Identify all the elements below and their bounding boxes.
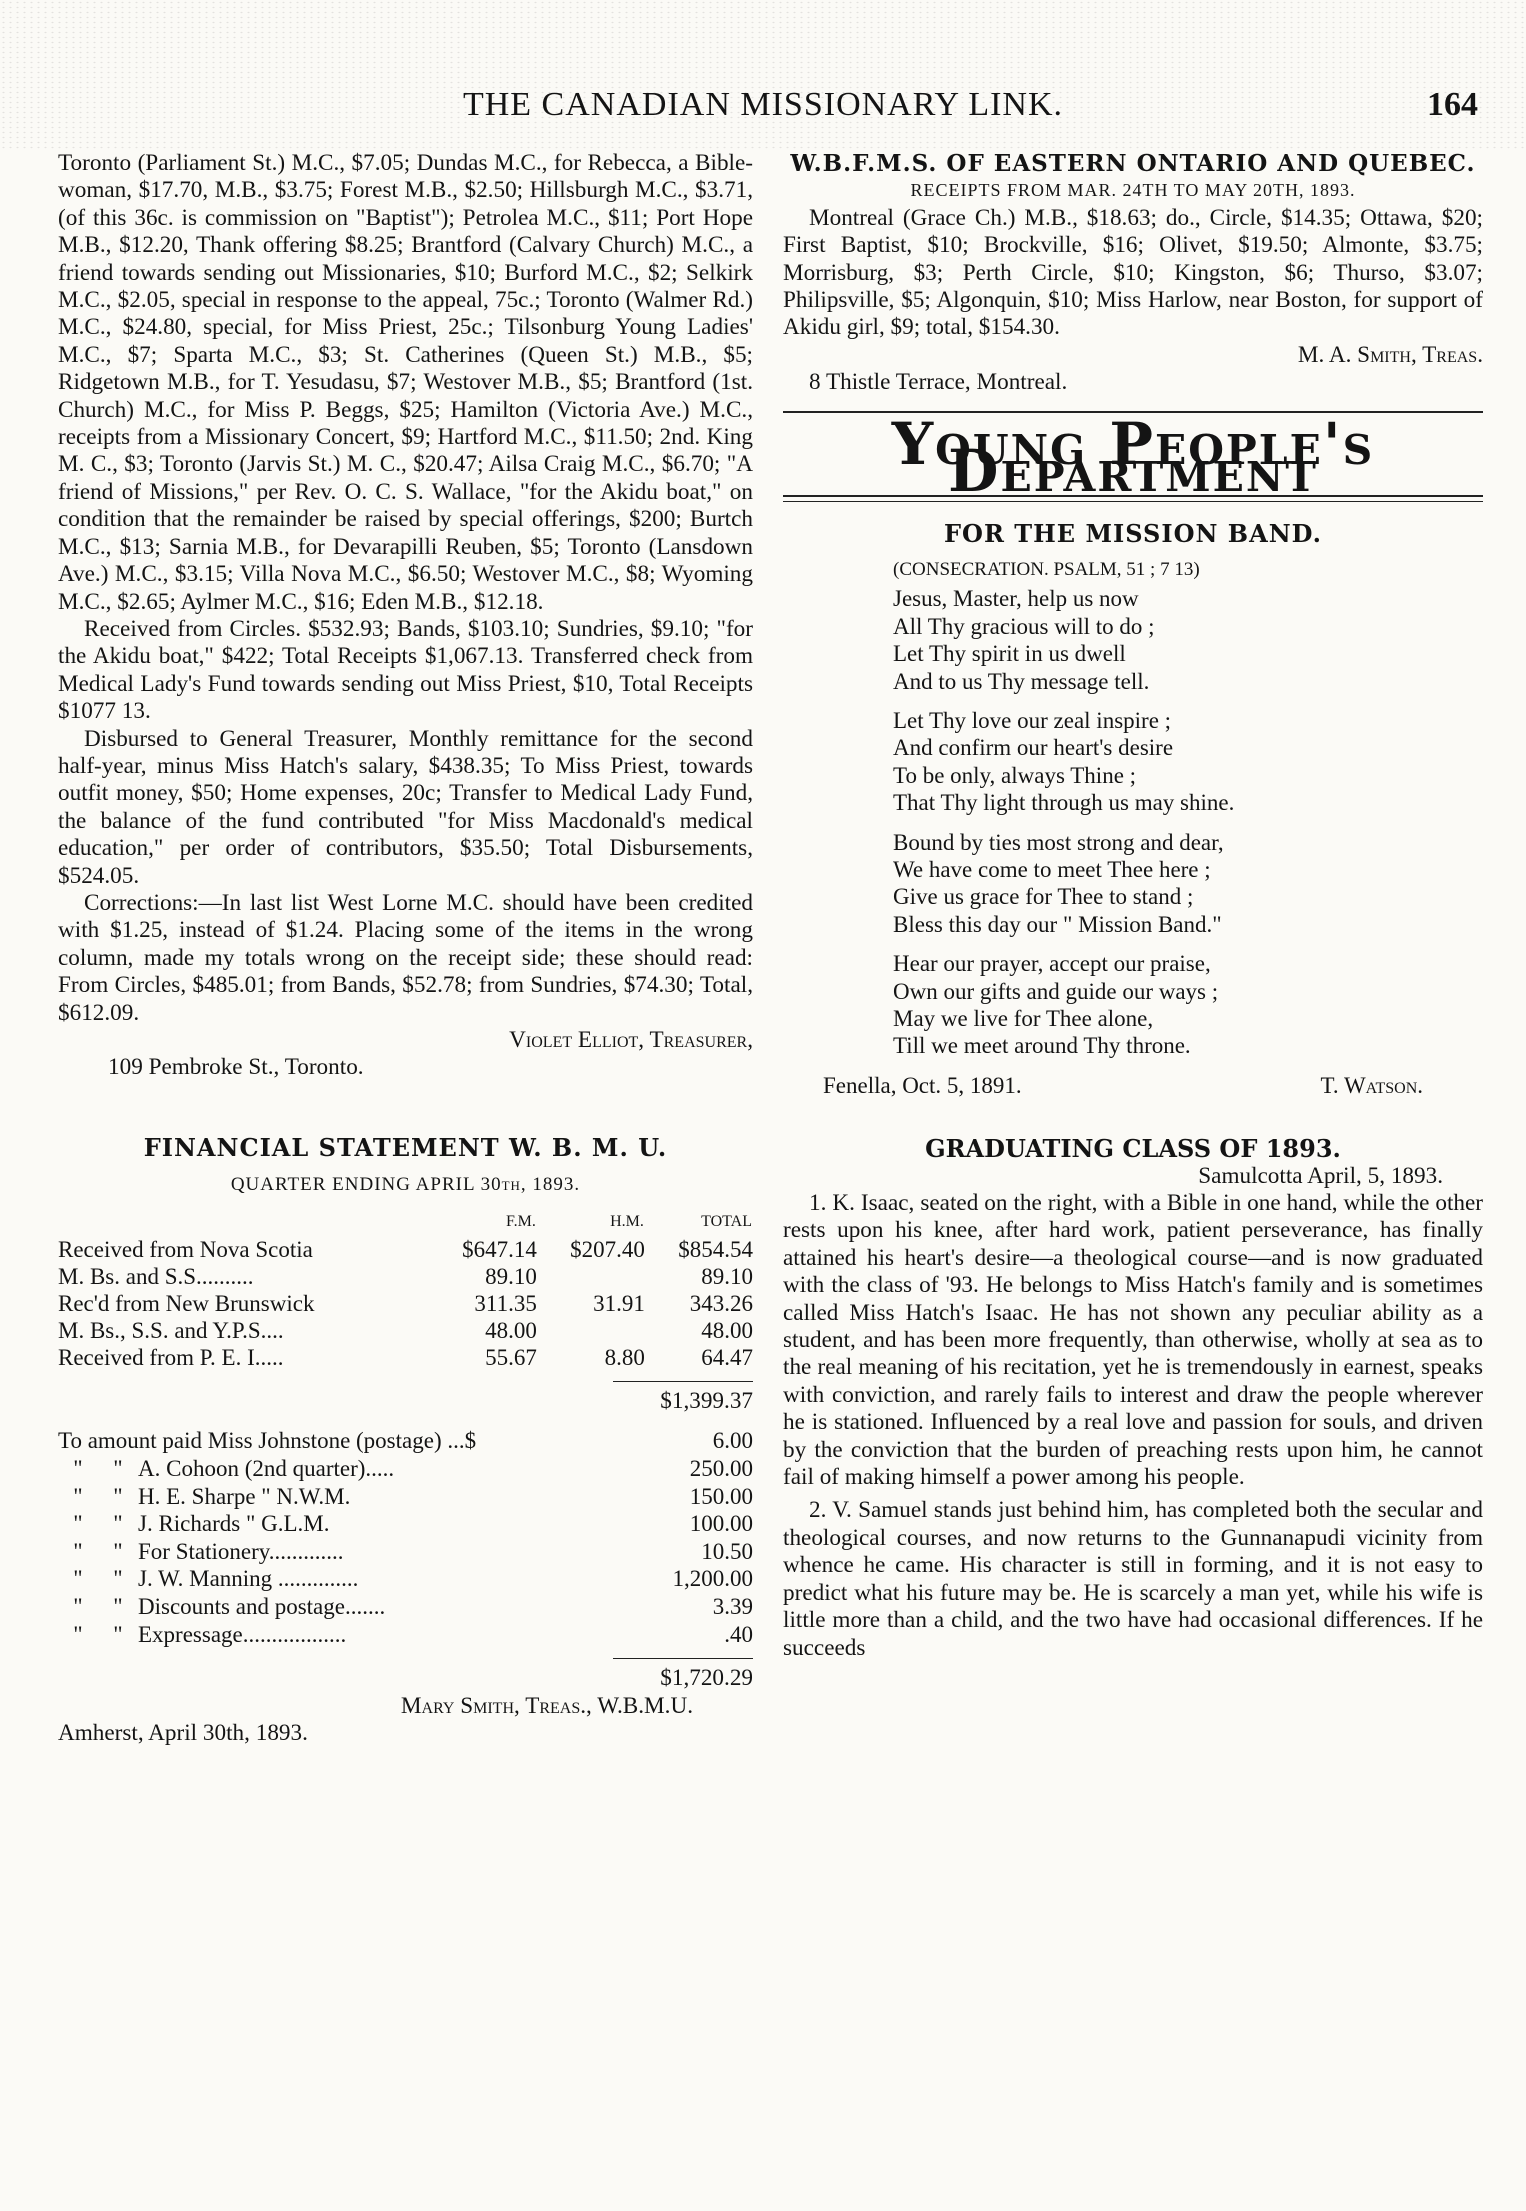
receipt-row (58, 1290, 753, 1317)
payment-d2: " (113, 1594, 123, 1619)
receipt-hm: 8.80 (604, 1345, 645, 1371)
payment-amount: .40 (724, 1621, 753, 1647)
receipt-fm: $647.14 (462, 1237, 537, 1263)
poem-line: May we live for Thee alone, (893, 1005, 1154, 1031)
payment-row (58, 1538, 753, 1566)
poem-line: All Thy gracious will to do ; (893, 613, 1155, 639)
graduating-class-title: GRADUATING CLASS OF 1893. (925, 1134, 1341, 1164)
payment-row (58, 1455, 753, 1483)
payment-label: A. Cohoon (2nd quarter)..... (138, 1456, 395, 1482)
payment-d2: " (113, 1483, 123, 1509)
eastern-ontario-signature: M. A. Smith, Treas. (1297, 341, 1483, 368)
poem-line: And to us Thy message tell. (893, 668, 1150, 694)
receipt-fm: 55.67 (485, 1345, 537, 1371)
left-column (58, 150, 753, 1747)
payment-amount: 1,200.00 (672, 1566, 753, 1592)
young-peoples-department-heading: Young People's Department (891, 409, 1375, 506)
poem-line: Own our gifts and guide our ways ; (893, 978, 1219, 1004)
payment-d1: " (73, 1511, 83, 1537)
payment-d1: " (73, 1566, 83, 1592)
receipt-hm (537, 1263, 645, 1290)
payment-label: J. W. Manning .............. (138, 1566, 359, 1592)
poem-line: We have come to meet Thee here ; (893, 856, 1211, 882)
poem-line: To be only, always Thine ; (893, 762, 1137, 788)
poem-author: T. Watson. (1320, 1072, 1423, 1098)
payment-row (58, 1593, 753, 1621)
poem-line: And confirm our heart's desire (893, 735, 1174, 761)
poem-stanza (893, 829, 1483, 939)
poem-line: Hear our prayer, accept our praise, (893, 951, 1211, 977)
poem-line: Bless this day our " Mission Band." (893, 911, 1222, 937)
wbmu-place-date: Amherst, April 30th, 1893. (58, 1720, 308, 1746)
receipt-row (58, 1236, 753, 1263)
graduating-class-date: Samulcotta April, 5, 1893. (1198, 1162, 1443, 1189)
payments-total: $1,720.29 (613, 1658, 753, 1692)
financial-statement-subtitle: QUARTER ENDING APRIL 30th, 1893. (230, 1174, 581, 1196)
poem-line: Let Thy love our zeal inspire ; (893, 707, 1172, 733)
poem-stanza (893, 585, 1483, 695)
col-fm: F.M. (505, 1212, 536, 1230)
disbursements: Disbursed to General Treasurer, Monthly remittance for the second half-year, minus Miss Hatch's salary, $438.35; To Miss Priest, towards outfit money, $50; Home expenses, 20c; Transfer to Medical Lady Fund, the balance of the fund contributed "for Miss Macdonald's medical education," per order of contributors, $35.50; Total Disbursements, $524.05. (58, 725, 753, 889)
payment-row (58, 1510, 753, 1538)
payment-d2: " (113, 1621, 123, 1647)
receipt-total: 48.00 (701, 1318, 753, 1344)
receipt-hm: $207.40 (570, 1237, 645, 1263)
col-total: TOTAL (701, 1212, 752, 1230)
receipt-total: 89.10 (701, 1264, 753, 1290)
receipts-table (58, 1207, 753, 1371)
treasurer-signature: Violet Elliot, Treasurer, (509, 1027, 753, 1053)
eastern-ontario-subtitle: RECEIPTS FROM MAR. 24TH TO MAY 20TH, 1893. (910, 180, 1356, 201)
graduating-class-para-1: 1. K. Isaac, seated on the right, with a Bible in one hand, while the other rests upon his knee, after hard work, patient perseverance, has finally attained his heart's desire—a theological course—and is now graduated with the class of '93. He belongs to Miss Hatch's family and is sometimes called Miss Hatch's Isaac. He has not shown any peculiar ability as a student, and has been more frequently, than otherwise, wholly at sea as to the real meaning of his recitation, yet he is tremendously in earnest, speaks with conviction, and rarely fails to interest and draw the people wherever he is stationed. Influenced by a real love and passion for souls, and driven by the conviction that the burden of preaching rests upon him, he cannot fail of making himself a power among his people. (783, 1190, 1483, 1491)
payment-d2: " (113, 1511, 123, 1537)
receipt-hm: 31.91 (593, 1291, 645, 1317)
mission-band-title: FOR THE MISSION BAND. (944, 519, 1322, 549)
poem-footer (783, 1072, 1483, 1099)
poem (783, 556, 1483, 1060)
eastern-ontario-address: 8 Thistle Terrace, Montreal. (809, 369, 1068, 396)
receipt-fm: 89.10 (485, 1264, 537, 1290)
poem-line: Till we meet around Thy throne. (893, 1033, 1191, 1059)
poem-line: Give us grace for Thee to stand ; (893, 884, 1194, 910)
eastern-ontario-title: W.B.F.M.S. OF EASTERN ONTARIO AND QUEBEC. (790, 150, 1476, 177)
receipt-fm: 311.35 (474, 1291, 537, 1317)
financial-statement-title: FINANCIAL STATEMENT W. B. M. U. (143, 1132, 668, 1162)
payment-label: To amount paid Miss Johnstone (postage) ...$ (58, 1428, 477, 1454)
payment-d1: " (73, 1621, 83, 1647)
eastern-ontario-receipts: Montreal (Grace Ch.) M.B., $18.63; do., Circle, $14.35; Ottawa, $20; First Baptist, $10; Brockville, $16; Olivet, $19.50; Almonte, $3.75; Morrisburg, $3; Perth Circle, $10; Kingston, $6; Thurso, $3.07; Philipsville, $5; Algonquin, $10; Miss Harlow, near Boston, for support of Akidu girl, $9; total, $154.30. (783, 204, 1483, 341)
poem-line: That Thy light through us may shine. (893, 790, 1235, 816)
receipt-hm (537, 1317, 645, 1344)
payment-row (58, 1565, 753, 1593)
payment-label: For Stationery............. (138, 1538, 344, 1564)
receipt-total: 64.47 (701, 1345, 753, 1371)
payment-amount: 250.00 (689, 1456, 753, 1482)
receipt-row (58, 1317, 753, 1344)
poem-line: Jesus, Master, help us now (893, 586, 1139, 612)
poem-line: Bound by ties most strong and dear, (893, 829, 1224, 855)
payment-d2: " (113, 1456, 123, 1482)
payment-label: Discounts and postage....... (138, 1594, 386, 1619)
poem-consecration: (CONSECRATION. PSALM, 51 ; 7 13) (893, 558, 1200, 580)
poem-stanza (893, 707, 1483, 817)
corrections: Corrections:—In last list West Lorne M.C. should have been credited with $1.25, instead of $1.24. Placing some of the items in the wrong column, made my totals wrong on the receipt side; these should read: From Circles, $485.01; from Bands, $52.78; from Sundries, $74.30; Total, $612.09. (58, 889, 753, 1026)
receipt-total: 343.26 (689, 1291, 753, 1317)
poem-line: Let Thy spirit in us dwell (893, 641, 1126, 667)
receipt-label: Received from P. E. I..... (58, 1345, 284, 1371)
payment-d2: " (113, 1538, 123, 1564)
masthead: THE CANADIAN MISSIONARY LINK. (462, 86, 1064, 123)
payment-d1: " (73, 1456, 83, 1482)
payment-row (58, 1427, 753, 1455)
payment-amount: 6.00 (712, 1428, 753, 1454)
page-header (30, 80, 1496, 130)
payment-d1: " (73, 1594, 83, 1619)
receipt-fm: 48.00 (485, 1318, 537, 1344)
receipt-list-paragraph: Toronto (Parliament St.) M.C., $7.05; Dundas M.C., for Rebecca, a Bible-woman, $17.70, M.B., $3.75; Forest M.B., $2.50; Hillsburgh M.C., $3.71, (of this 36c. is commission on "Baptist"); Petrolea M.C., $11; Port Hope M.B., $12.20, Thank offering $8.25; Brantford (Calvary Church) M.C., a friend towards sending out Missionaries, $10; Burford M.C., $2; Selkirk M.C., $2.05, special in response to the appeal, 75c.; Toronto (Walmer Rd.) M.C., $24.80, special, for Miss Priest, 25c.; Tilsonburg Young Ladies' M.C., $7; Sparta M.C., $3; St. Catherines (Queen St.) M.B., $5; Ridgetown M.B., for T. Yesudasu, $7; Westover M.B., $5; Brantford (1st. Church) M.C., for Miss P. Beggs, $25; Hamilton (Victoria Ave.) M.C., receipts from a Missionary Concert, $9; Hartford M.C., $11.50; 2nd. King M. C., $3; Toronto (Jarvis St.) M. C., $20.47; Ailsa Craig M.C., $6.70; "A friend of Missions," per Rev. O. C. S. Wallace, "for the Akidu boat," on condition that the remainder be raised by special offerings, $200; Burtch M.C., $13; Sarnia M.B., for Devarapilli Reuben, $5; Toronto (Lansdown Ave.) M.C., $3.15; Villa Nova M.C., $6.50; Westover M.C., $8; Wyoming M.C., $2.65; Aylmer M.C., $16; Eden M.B., $12.18. (58, 150, 753, 615)
receipt-row (58, 1263, 753, 1290)
receipt-label: M. Bs. and S.S.......... (58, 1264, 254, 1290)
wbmu-signature: Mary Smith, Treas., W.B.M.U. (400, 1692, 693, 1719)
page-number: 164 (1427, 86, 1478, 123)
receipts-total: $1,399.37 (613, 1381, 753, 1415)
payment-d2: " (113, 1566, 123, 1592)
payment-label: Expressage.................. (138, 1621, 347, 1647)
payment-amount: 150.00 (689, 1483, 753, 1509)
receipt-label: Rec'd from New Brunswick (58, 1291, 315, 1317)
right-column (783, 150, 1483, 1662)
receipt-label: Received from Nova Scotia (58, 1237, 313, 1263)
payment-label: J. Richards " G.L.M. (138, 1511, 330, 1537)
payments-table (58, 1427, 753, 1648)
payment-amount: 100.00 (689, 1511, 753, 1537)
poem-place-date: Fenella, Oct. 5, 1891. (823, 1072, 1022, 1098)
receipt-row (58, 1344, 753, 1371)
treasurer-address: 109 Pembroke St., Toronto. (108, 1054, 364, 1081)
col-hm: H.M. (610, 1212, 644, 1230)
graduating-class-para-2: 2. V. Samuel stands just behind him, has completed both the secular and theological courses, and now returns to the Gunnanapudi vicinity from whence he came. His character is still in forming, and it is not easy to predict what his future may be. He is scarcely a man yet, while his wife is little more than a child, and the two have had occasional differences. If he succeeds (783, 1497, 1483, 1661)
poem-stanza (893, 950, 1483, 1060)
receipt-total: $854.54 (678, 1237, 753, 1263)
receipts-summary: Received from Circles. $532.93; Bands, $103.10; Sundries, $9.10; "for the Akidu boat," $422; Total Receipts $1,067.13. Transferred check from Medical Lady's Fund towards sending out Miss Priest, $10, Total Receipts $1077 13. (58, 615, 753, 725)
payment-d1: " (73, 1538, 83, 1564)
receipt-label: M. Bs., S.S. and Y.P.S.... (58, 1318, 284, 1344)
payment-row (58, 1621, 753, 1649)
payment-d1: " (73, 1483, 83, 1509)
payment-label: H. E. Sharpe " N.W.M. (138, 1483, 351, 1509)
payment-amount: 10.50 (701, 1538, 753, 1564)
payment-row (58, 1483, 753, 1511)
payment-amount: 3.39 (712, 1594, 753, 1619)
